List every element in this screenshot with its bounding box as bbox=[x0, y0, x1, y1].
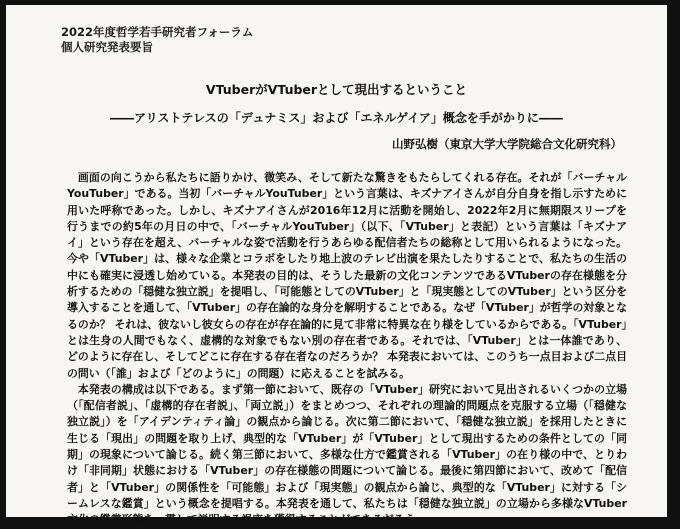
paragraph-1: 画面の向こうから私たちに語りかけ、微笑み、そして新たな驚きをもたらしてくれる存在。それが「バーチャルYouTuber」である。当初「バーチャルYouTuber」という言葉は、キズナアイさんが自分自身を指し示すために用いた呼称であった。しかし、キズナアイさんが2016年12月に活動を開始し、2022年2月に無期限スリープを行うまでの約5年の月日の中で、「バーチャルYouTuber」（以下、「VTuber」と表記）という言葉は「キズナアイ」という存在を超え、バーチャルな姿で活動を行うあらゆる配信者たちの総称として用いられるようになった。今や「VTuber」は、様々な企業とコラボをしたり地上波のテレビ出演を果たしたりすることで、私たちの生活の中にも確実に浸透し始めている。本発表の目的は、そうした最新の文化コンテンツであるVTuberの存在様態を分析するための「穏健な独立説」を提唱し、「可能態としてのVTuber」と「現実態としてのVTuber」という区分を導入することを通して、「VTuber」の存在論的な身分を解明することである。なぜ「VTuber」が哲学の対象となるのか？ それは、彼ないし彼女らの存在が存在論的に見て非常に特異な在り様をしているからである。「VTuber」とは生身の人間でもなく、虚構的な対象でもない別の存在者である。それでは、「VTuber」とは一体誰であり、どのように存在し、そしてどこに存在する存在者なのだろうか？ 本発表においては、このうち一点目および二点目の問い（「誰」および「どのように」の問題）に応えることを試みる。 bbox=[67, 171, 627, 380]
paper-subtitle: ――アリストテレスの「デュナミス」および「エネルゲイア」概念を手がかりに―― bbox=[110, 111, 563, 125]
author-affiliation: 山野弘樹（東京大学大学院総合文化研究科） bbox=[392, 137, 622, 151]
paragraph-2: 本発表の構成は以下である。まず第一節において、既存の「VTuber」研究において見出されるいくつかの立場（「配信者説」、「虚構的存在者説」、「両立説」）をまとめつつ、それぞれの理論的問題点を克服する立場（「穏健な独立説」）を「アイデンティティ論」の観点から論じる。次に第二節において、「穏健な独立説」を採用したときに生じる「現出」の問題を取り上げ、典型的な「VTuber」が「VTuber」として現出するための条件としての「同期」の現象について論じる。続く第三節において、多様な仕方で鑑賞される「VTuber」の在り様の中で、とりわけ「非同期」状態における「VTuber」の存在様態の問題について論じる。最後に第四節において、改めて「配信者」と「VTuber」の関係性を「可能態」および「現実態」の観点から論じ、典型的な「VTuber」に対する「シームレスな鑑賞」という概念を提唱する。本発表を通して、私たちは「穏健な独立説」の立場から多様なVTuber文化の鑑賞形態を一貫して説明する視座を獲得することができるだろう。 bbox=[67, 382, 627, 527]
paper-title: VTuberがVTuberとして現出するということ bbox=[205, 82, 468, 97]
forum-name: 2022年度哲学若手研究者フォーラム bbox=[61, 25, 254, 39]
document-header bbox=[61, 25, 253, 55]
session-label: 個人研究発表要旨 bbox=[61, 40, 153, 54]
document-page bbox=[6, 5, 667, 527]
abstract-body bbox=[67, 170, 627, 529]
